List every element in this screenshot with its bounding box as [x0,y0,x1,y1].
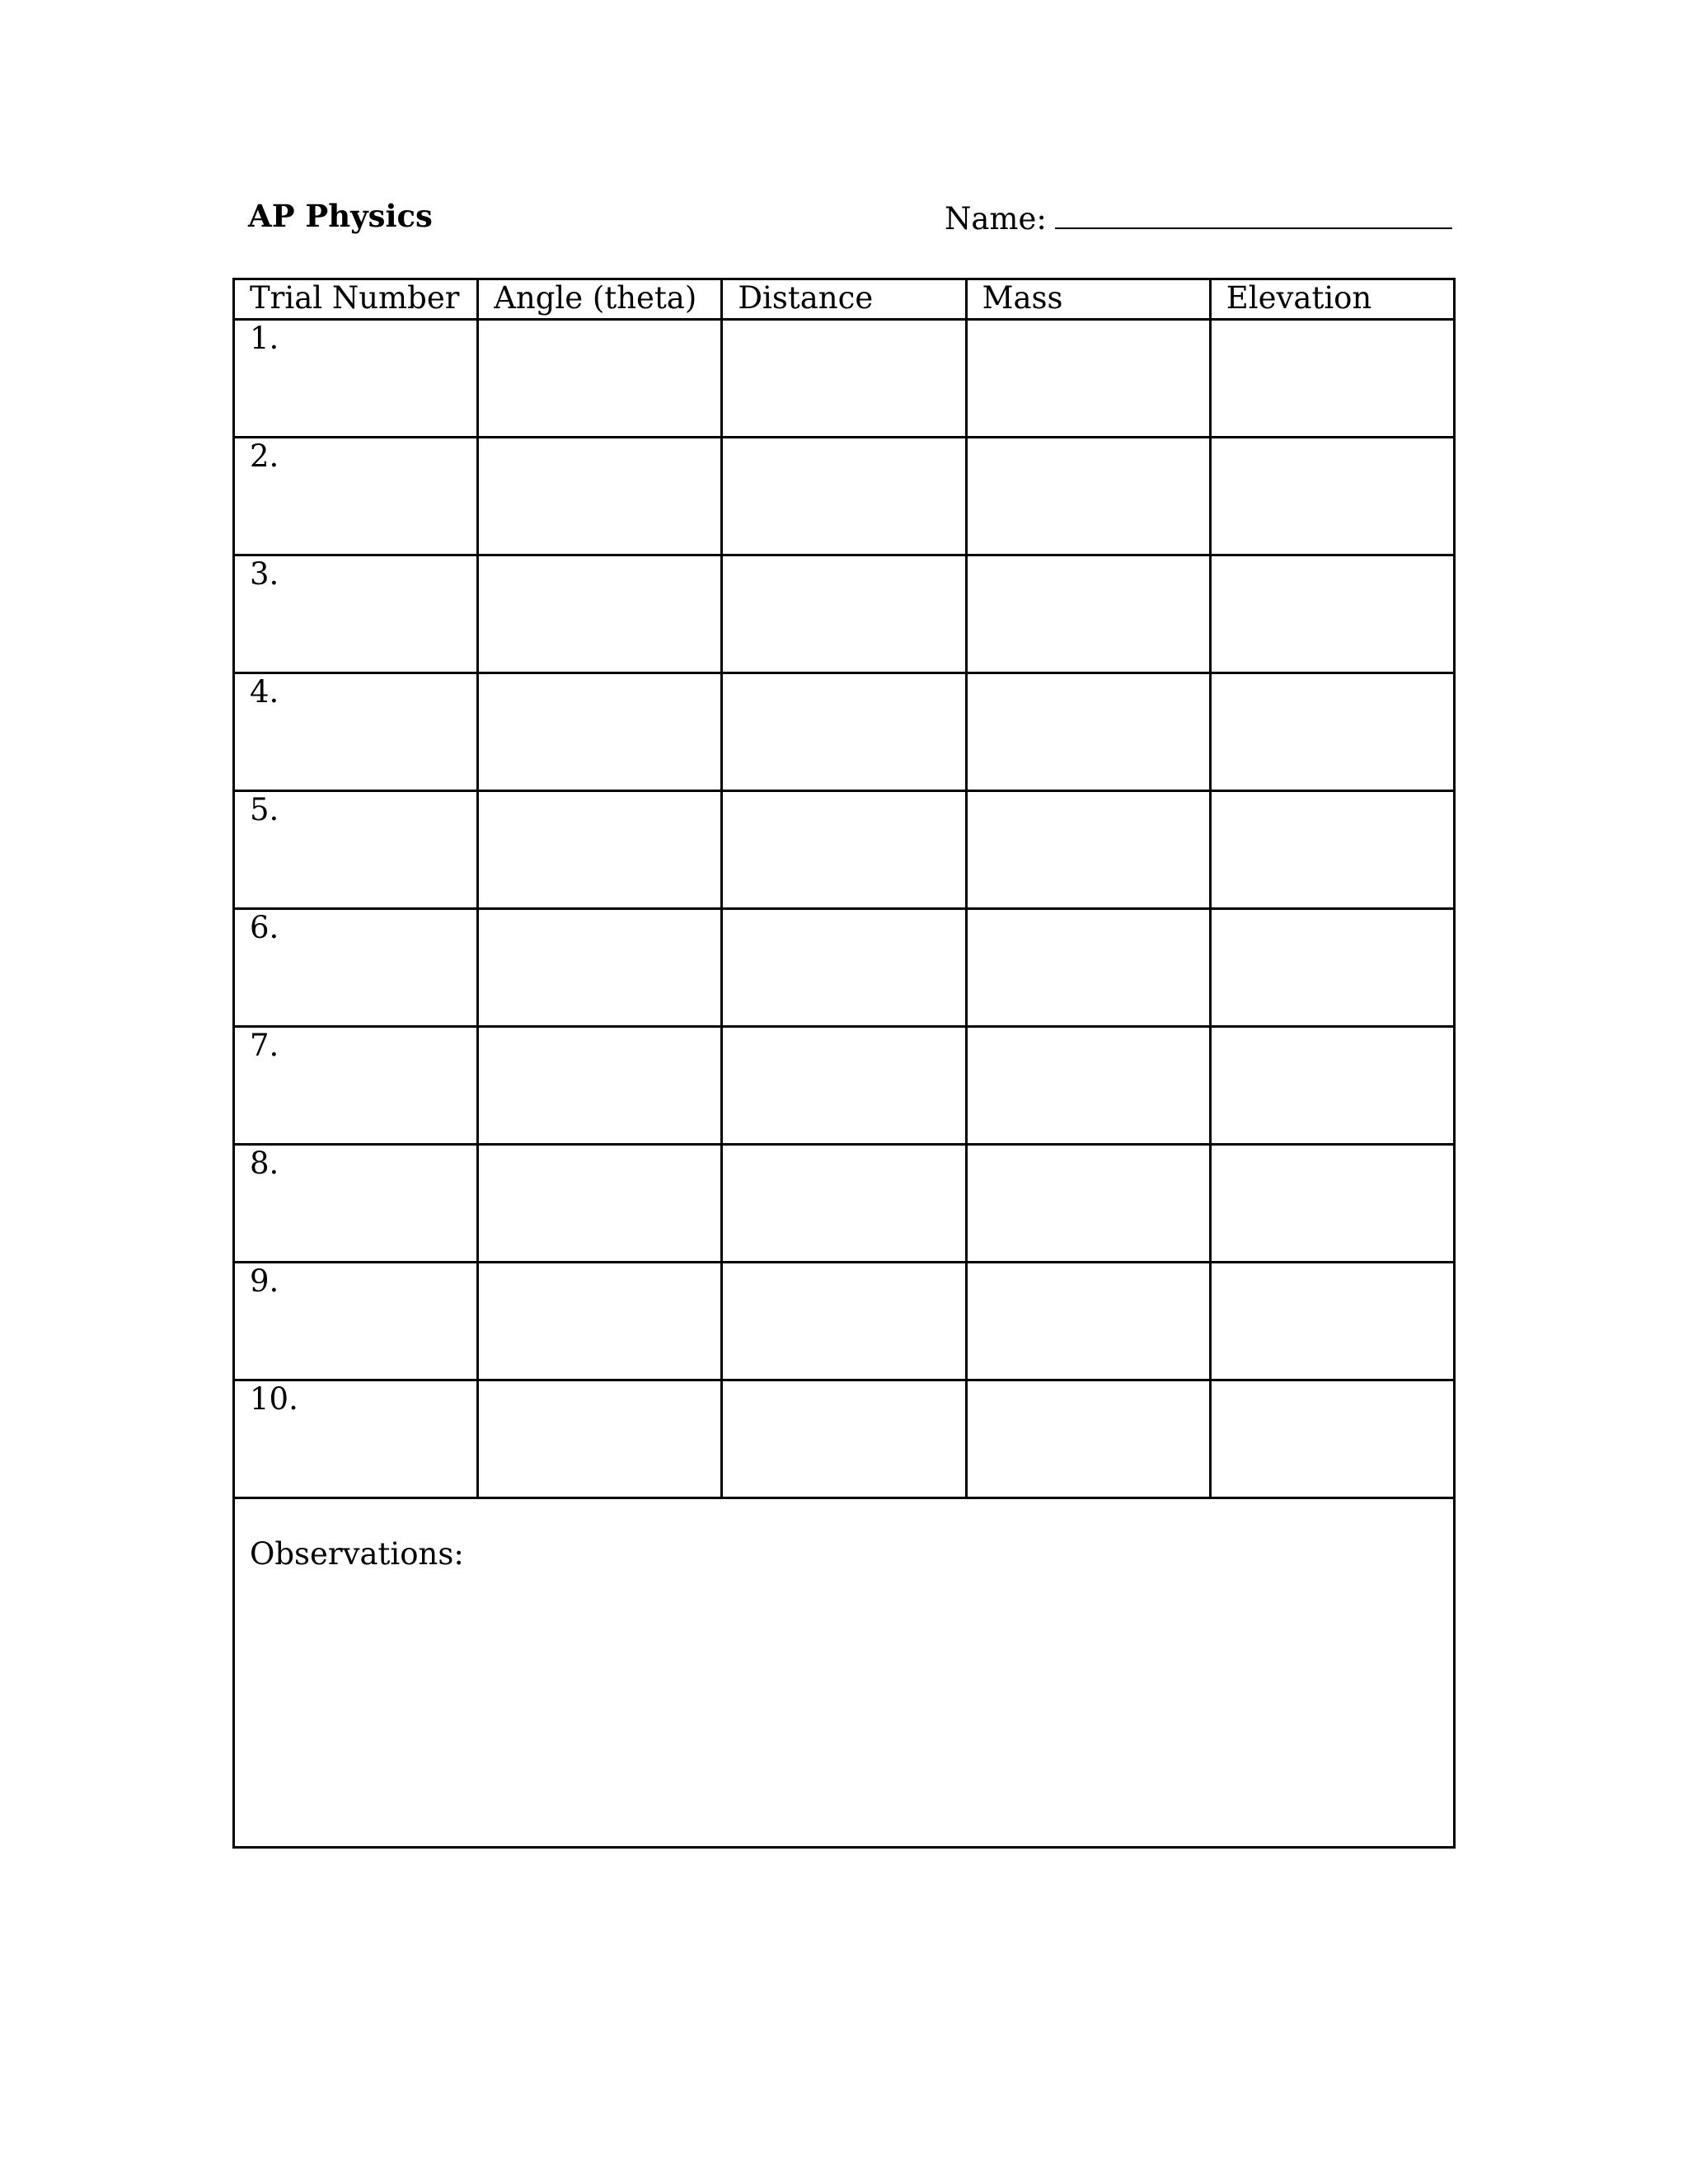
angle-cell [478,1027,722,1145]
observations-box [234,1498,1455,1848]
angle-cell [478,1263,722,1380]
angle-cell [478,555,722,673]
distance-cell [722,438,966,555]
angle-cell [478,438,722,555]
column-header-angle: Angle (theta) [478,279,722,320]
angle-cell [478,1145,722,1263]
distance-cell [722,1027,966,1145]
table-row [234,673,1455,791]
distance-cell [722,1263,966,1380]
table-row [234,909,1455,1027]
page-title: AP Physics [248,198,433,234]
distance-cell [722,909,966,1027]
mass-cell [966,1145,1210,1263]
observations-row [234,1498,1455,1848]
angle-cell [478,909,722,1027]
mass-cell [966,438,1210,555]
table-row [234,555,1455,673]
name-label: Name: [945,201,1047,237]
observations-label: Observations: [250,1536,464,1572]
mass-cell [966,909,1210,1027]
elevation-cell [1210,1263,1454,1380]
distance-cell [722,555,966,673]
elevation-cell [1210,1380,1454,1498]
angle-cell [478,791,722,909]
angle-cell [478,320,722,438]
angle-cell [478,1380,722,1498]
trial-number-cell: 1. [234,320,478,438]
elevation-cell [1210,555,1454,673]
distance-cell [722,673,966,791]
column-header-elevation: Elevation [1210,279,1454,320]
distance-cell [722,1145,966,1263]
name-blank-line [1055,191,1452,229]
table-row [234,1145,1455,1263]
name-field [945,191,1452,241]
table-row [234,1380,1455,1498]
trial-number-cell: 3. [234,555,478,673]
elevation-cell [1210,1145,1454,1263]
trial-number-cell: 7. [234,1027,478,1145]
angle-cell [478,673,722,791]
elevation-cell [1210,438,1454,555]
mass-cell [966,791,1210,909]
table-row [234,791,1455,909]
distance-cell [722,791,966,909]
trial-number-cell: 10. [234,1380,478,1498]
trial-number-cell: 5. [234,791,478,909]
trial-number-cell: 2. [234,438,478,555]
table-row [234,438,1455,555]
distance-cell [722,1380,966,1498]
mass-cell [966,1263,1210,1380]
trial-number-cell: 4. [234,673,478,791]
elevation-cell [1210,673,1454,791]
elevation-cell [1210,320,1454,438]
column-header-mass: Mass [966,279,1210,320]
table-row [234,320,1455,438]
mass-cell [966,1380,1210,1498]
elevation-cell [1210,791,1454,909]
column-header-distance: Distance [722,279,966,320]
trial-data-table [232,278,1456,1849]
trial-number-cell: 8. [234,1145,478,1263]
elevation-cell [1210,909,1454,1027]
trial-number-cell: 6. [234,909,478,1027]
table-row [234,1263,1455,1380]
table-header-row [234,279,1455,320]
mass-cell [966,320,1210,438]
column-header-trial-number: Trial Number [234,279,478,320]
mass-cell [966,673,1210,791]
elevation-cell [1210,1027,1454,1145]
mass-cell [966,555,1210,673]
trial-number-cell: 9. [234,1263,478,1380]
table-row [234,1027,1455,1145]
mass-cell [966,1027,1210,1145]
distance-cell [722,320,966,438]
